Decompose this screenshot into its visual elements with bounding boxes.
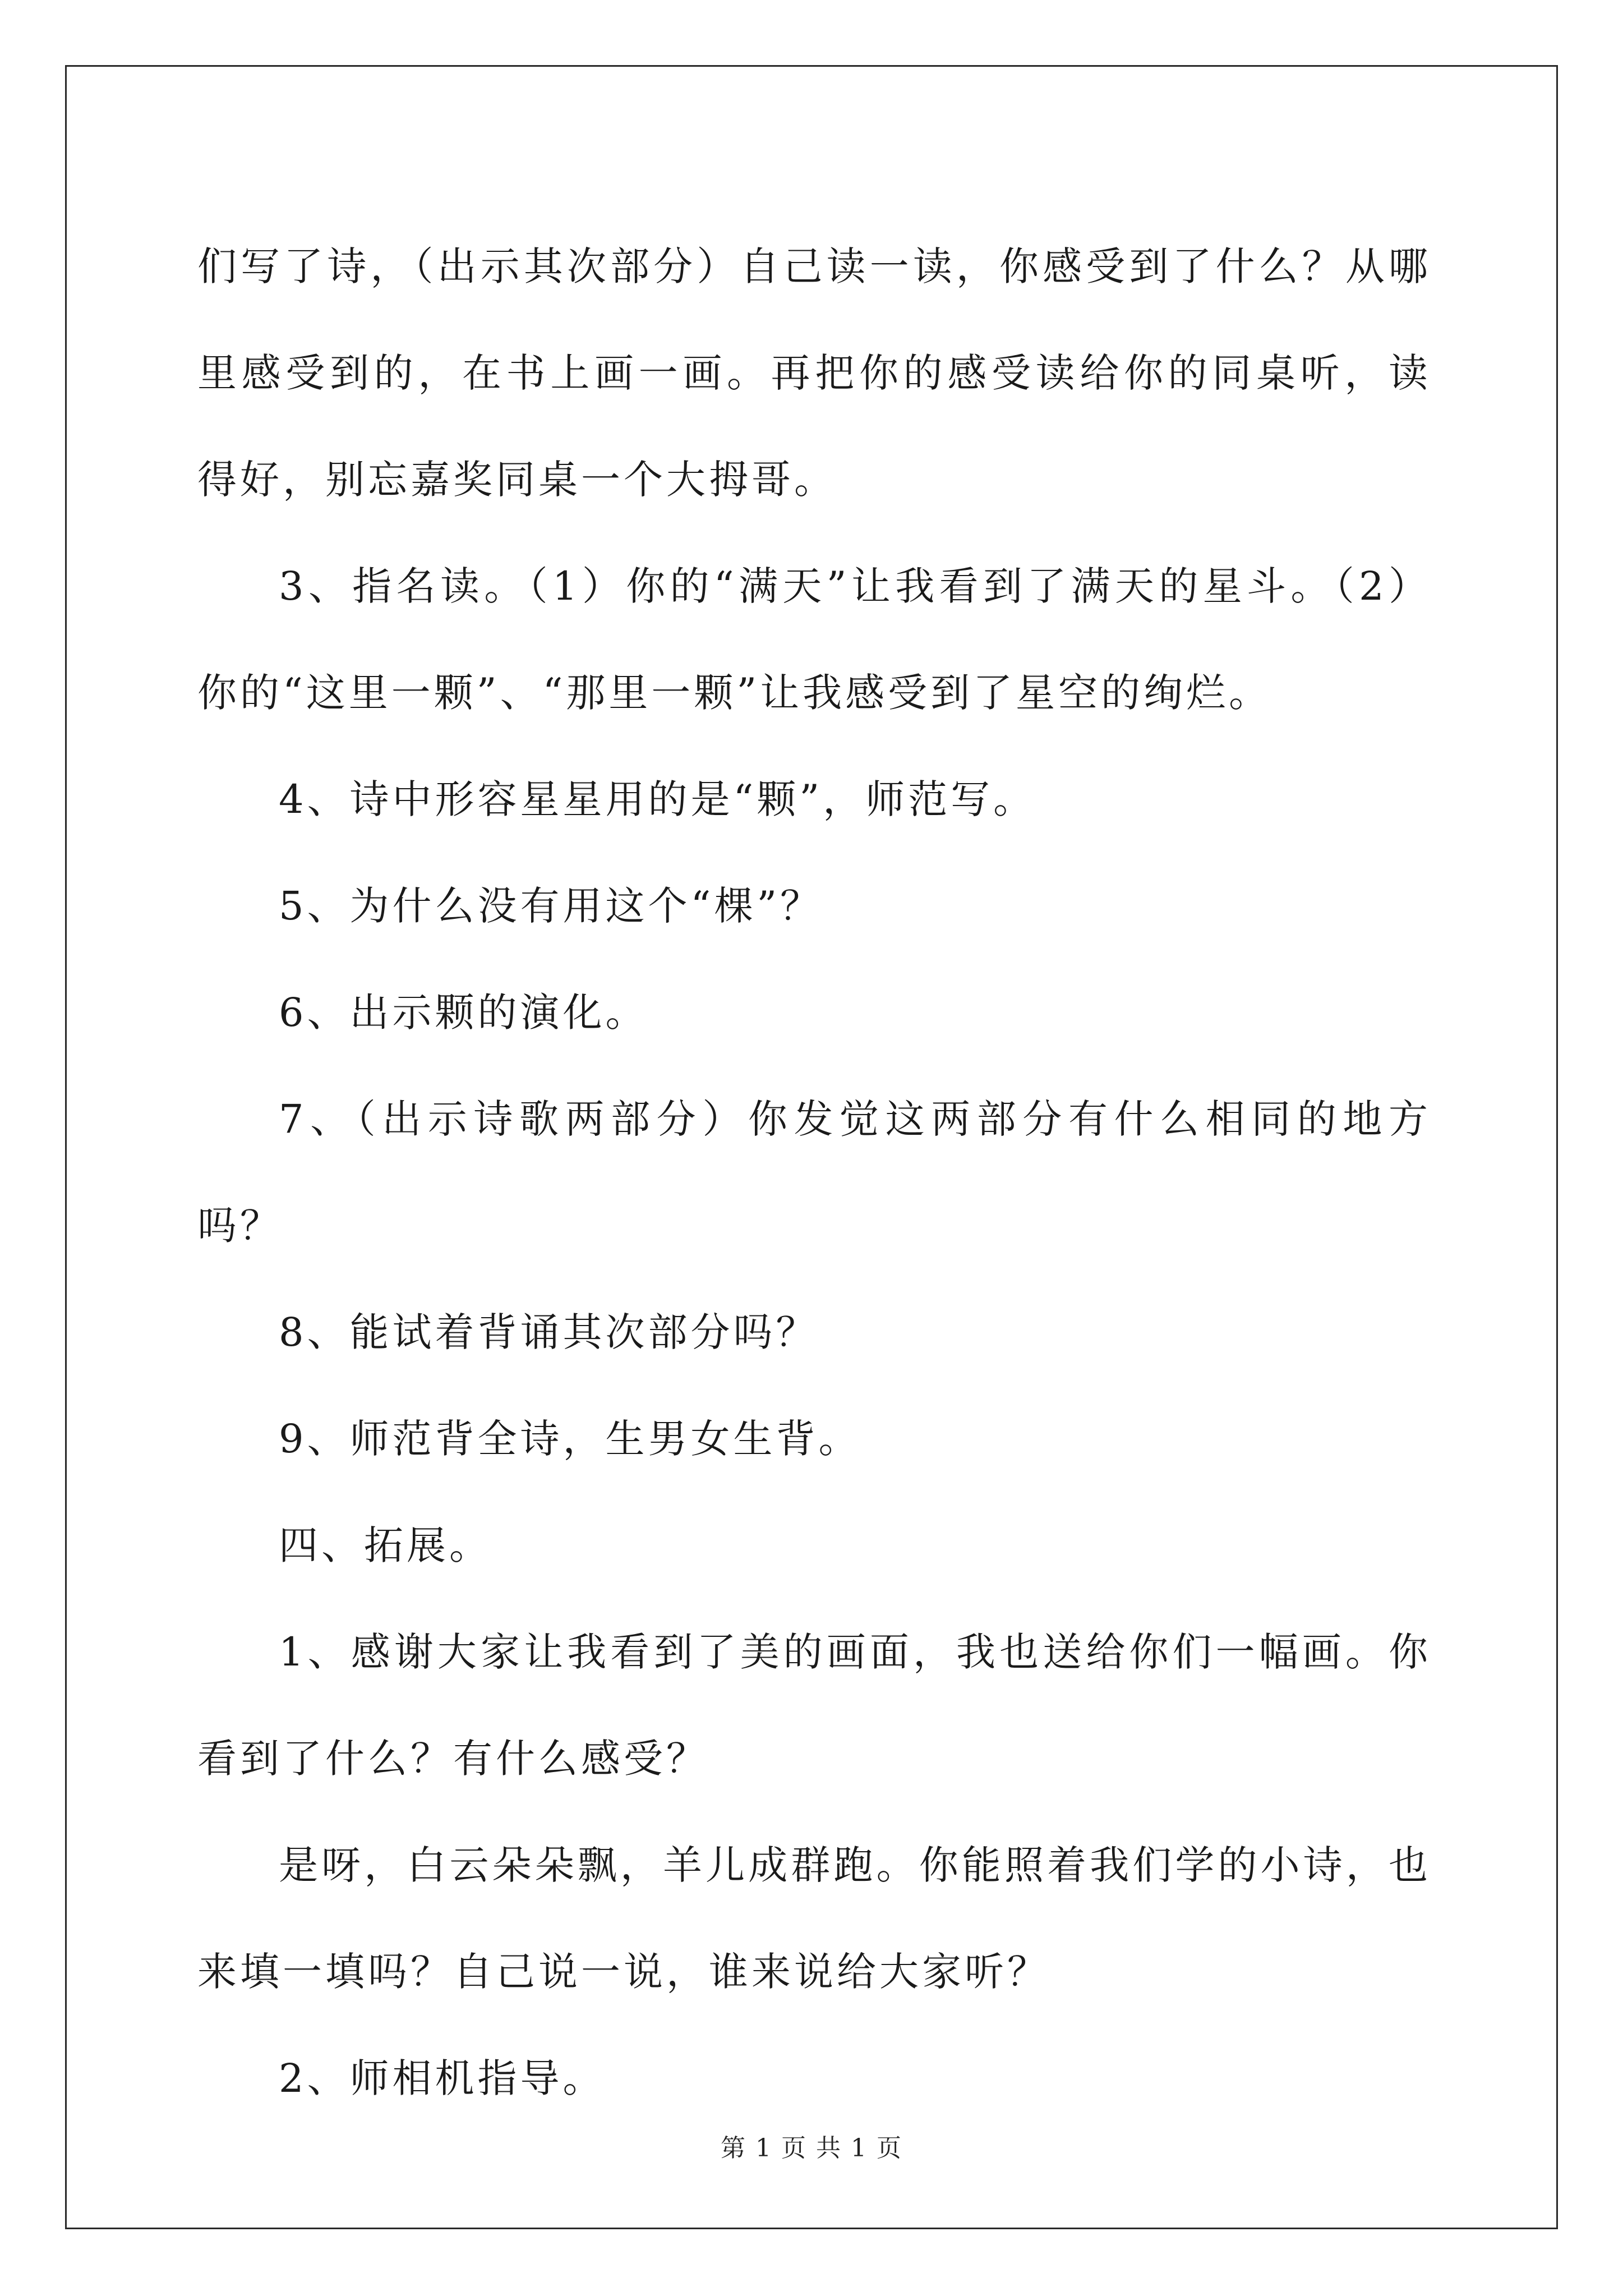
paragraph-11: 是呀，白云朵朵飘，羊儿成群跑。你能照着我们学的小诗，也来填一填吗？自己说一说，谁来说给大家听？ — [197, 1842, 1431, 1995]
paragraph-12: 2、师相机指导。 — [279, 2055, 606, 2101]
paragraph-4: 5、为什么没有用这个“棵”？ — [279, 883, 823, 929]
document-body — [197, 213, 1431, 2132]
paragraph-1: 们写了诗，（出示其次部分）自己读一读，你感受到了什么？从哪里感受到的，在书上画一画。再把你的感受读给你的同桌听，读得好，别忘嘉奖同桌一个大拇哥。 — [197, 243, 1431, 503]
section-heading-expand: 四、拓展。 — [279, 1522, 492, 1568]
paragraph-7: 8、能试着背诵其次部分吗？ — [279, 1309, 819, 1355]
paragraph-6: 7、（出示诗歌两部分）你发觉这两部分有什么相同的地方吗？ — [197, 1096, 1431, 1249]
paragraph-5: 6、出示颗的演化。 — [279, 990, 648, 1036]
paragraph-2: 3、指名读。（1）你的“满天”让我看到了满天的星斗。（2）你的“这里一颗”、“那里一颗”让我感受到了星空的绚烂。 — [197, 563, 1431, 716]
paragraph-3: 4、诗中形容星星用的是“颗”，师范写。 — [279, 776, 1036, 822]
paragraph-8: 9、师范背全诗，生男女生背。 — [279, 1416, 861, 1462]
page-number-footer: 第 1 页 共 1 页 — [721, 2134, 902, 2162]
paragraph-10: 1、感谢大家让我看到了美的画面，我也送给你们一幅画。你看到了什么？有什么感受？ — [197, 1629, 1431, 1782]
